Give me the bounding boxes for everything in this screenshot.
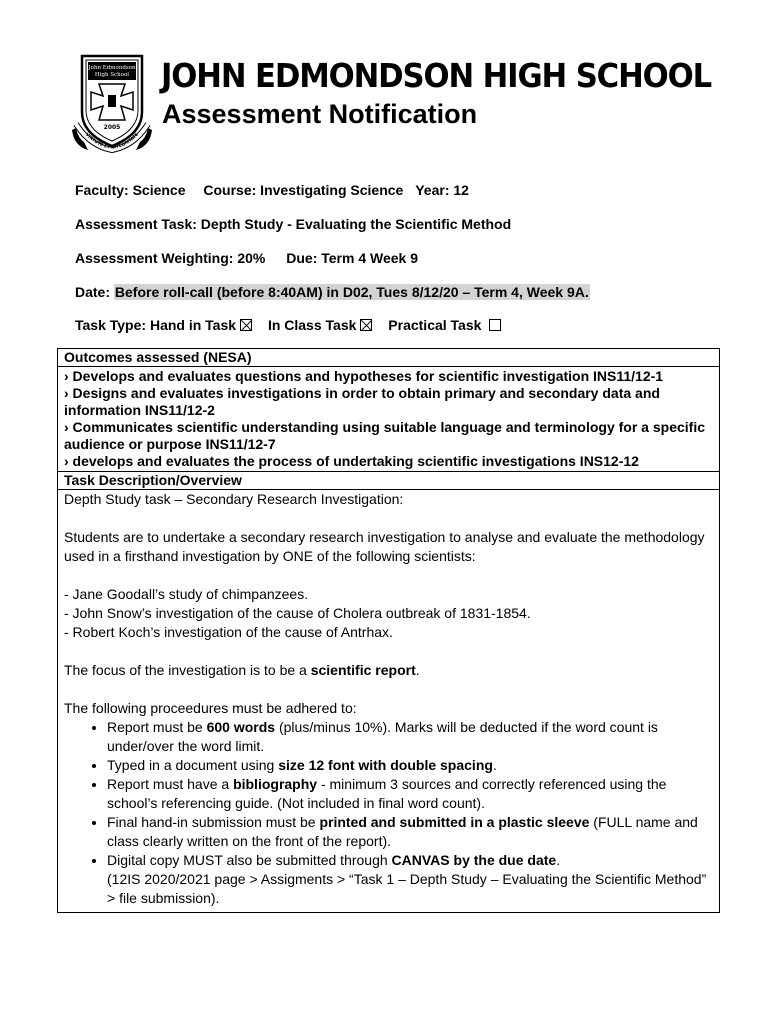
assessment-task-text: Assessment Task: Depth Study - Evaluating the Scientific Method (75, 216, 512, 232)
procedure-item: • Report must have a bibliography - minimum 3 sources and correctly referenced using the school’s referencing guide. (Not included in final word count). (107, 775, 713, 813)
task-type-label: Task Type: (75, 317, 147, 333)
procedures-intro: The following proceedures must be adhered to: (64, 700, 357, 716)
year-text: Year: 12 (415, 182, 469, 198)
school-name: JOHN EDMONDSON HIGH SCHOOL (161, 56, 712, 95)
date-label: Date: (75, 284, 111, 300)
document-title: Assessment Notification (162, 99, 478, 129)
course-info-row (75, 182, 469, 198)
scientist-item: - Jane Goodall’s study of chimpanzees. (64, 586, 309, 602)
task-type-in-class-label: In Class Task (267, 317, 357, 333)
outcomes-heading: Outcomes assessed (NESA) (58, 349, 720, 367)
faculty-text: Faculty: Science (75, 182, 186, 198)
task-paragraph: Students are to undertake a secondary research investigation to analyse and evaluate the methodology used in a firsthand investigation by ONE of the following scientists: (64, 529, 705, 564)
date-value: Before roll-call (before 8:40AM) in D02, Tues 8/12/20 – Term 4, Week 9A. (114, 284, 589, 300)
outcome-item: › Communicates scientific understanding using suitable language and terminology for a specific audience or purpose INS11/12-7 (64, 419, 705, 452)
course-text: Course: Investigating Science (203, 182, 404, 198)
procedure-item: • Digital copy MUST also be submitted through CANVAS by the due date. (12IS 2020/2021 page > Assigments > “Task 1 – Depth Study – Evaluating the Scientific Method” > file submission). (107, 851, 713, 908)
procedures-list (64, 718, 713, 908)
svg-text:High School: High School (94, 72, 130, 78)
school-crest-logo (70, 50, 154, 158)
task-type-row (75, 317, 513, 333)
canvas-path: (12IS 2020/2021 page > Assigments > “Task 1 – Depth Study – Evaluating the Scientific Method” > file submission). (107, 871, 707, 906)
hand-in-checkbox[interactable] (240, 319, 252, 331)
task-intro: Depth Study task – Secondary Research Investigation: (64, 491, 404, 507)
task-description-body (58, 490, 720, 913)
task-type-practical-label: Practical Task (388, 317, 482, 333)
due-text: Due: Term 4 Week 9 (286, 250, 419, 266)
outcome-item: › develops and evaluates the process of undertaking scientific investigations INS12-12 (64, 453, 639, 469)
practical-checkbox[interactable] (489, 319, 501, 331)
scientist-item: - Robert Koch’s investigation of the cause of Antrhax. (64, 624, 393, 640)
outcome-item: › Designs and evaluates investigations in order to obtain primary and secondary data and information INS11/12-2 (64, 385, 660, 418)
outcome-item: › Develops and evaluates questions and hypotheses for scientific investigation INS11/12-1 (64, 368, 664, 384)
weighting-row (75, 250, 418, 266)
svg-text:VIRTUTE ET INTEGRITATE: VIRTUTE ET INTEGRITATE (84, 132, 140, 152)
scientist-item: - John Snow’s investigation of the cause of Cholera outbreak of 1831-1854. (64, 605, 531, 621)
svg-text:John Edmondson: John Edmondson (88, 65, 136, 71)
date-row (75, 284, 590, 300)
in-class-checkbox[interactable] (360, 319, 372, 331)
outcomes-list (58, 367, 720, 472)
procedure-item: • Final hand-in submission must be printed and submitted in a plastic sleeve (FULL name and class clearly written on the front of the report). (107, 813, 713, 851)
weighting-text: Assessment Weighting: 20% (75, 250, 266, 266)
task-type-hand-in-label: Hand in Task (149, 317, 237, 333)
procedure-item: • Report must be 600 words (plus/minus 10%). Marks will be deducted if the word count is under/over the word limit. (107, 718, 713, 756)
svg-text:2005: 2005 (103, 124, 121, 131)
assessment-details-table (57, 348, 720, 913)
procedure-item: • Typed in a document using size 12 font with double spacing. (107, 756, 713, 775)
focus-statement: The focus of the investigation is to be a scientific report. (64, 662, 420, 678)
task-description-heading: Task Description/Overview (58, 472, 720, 490)
